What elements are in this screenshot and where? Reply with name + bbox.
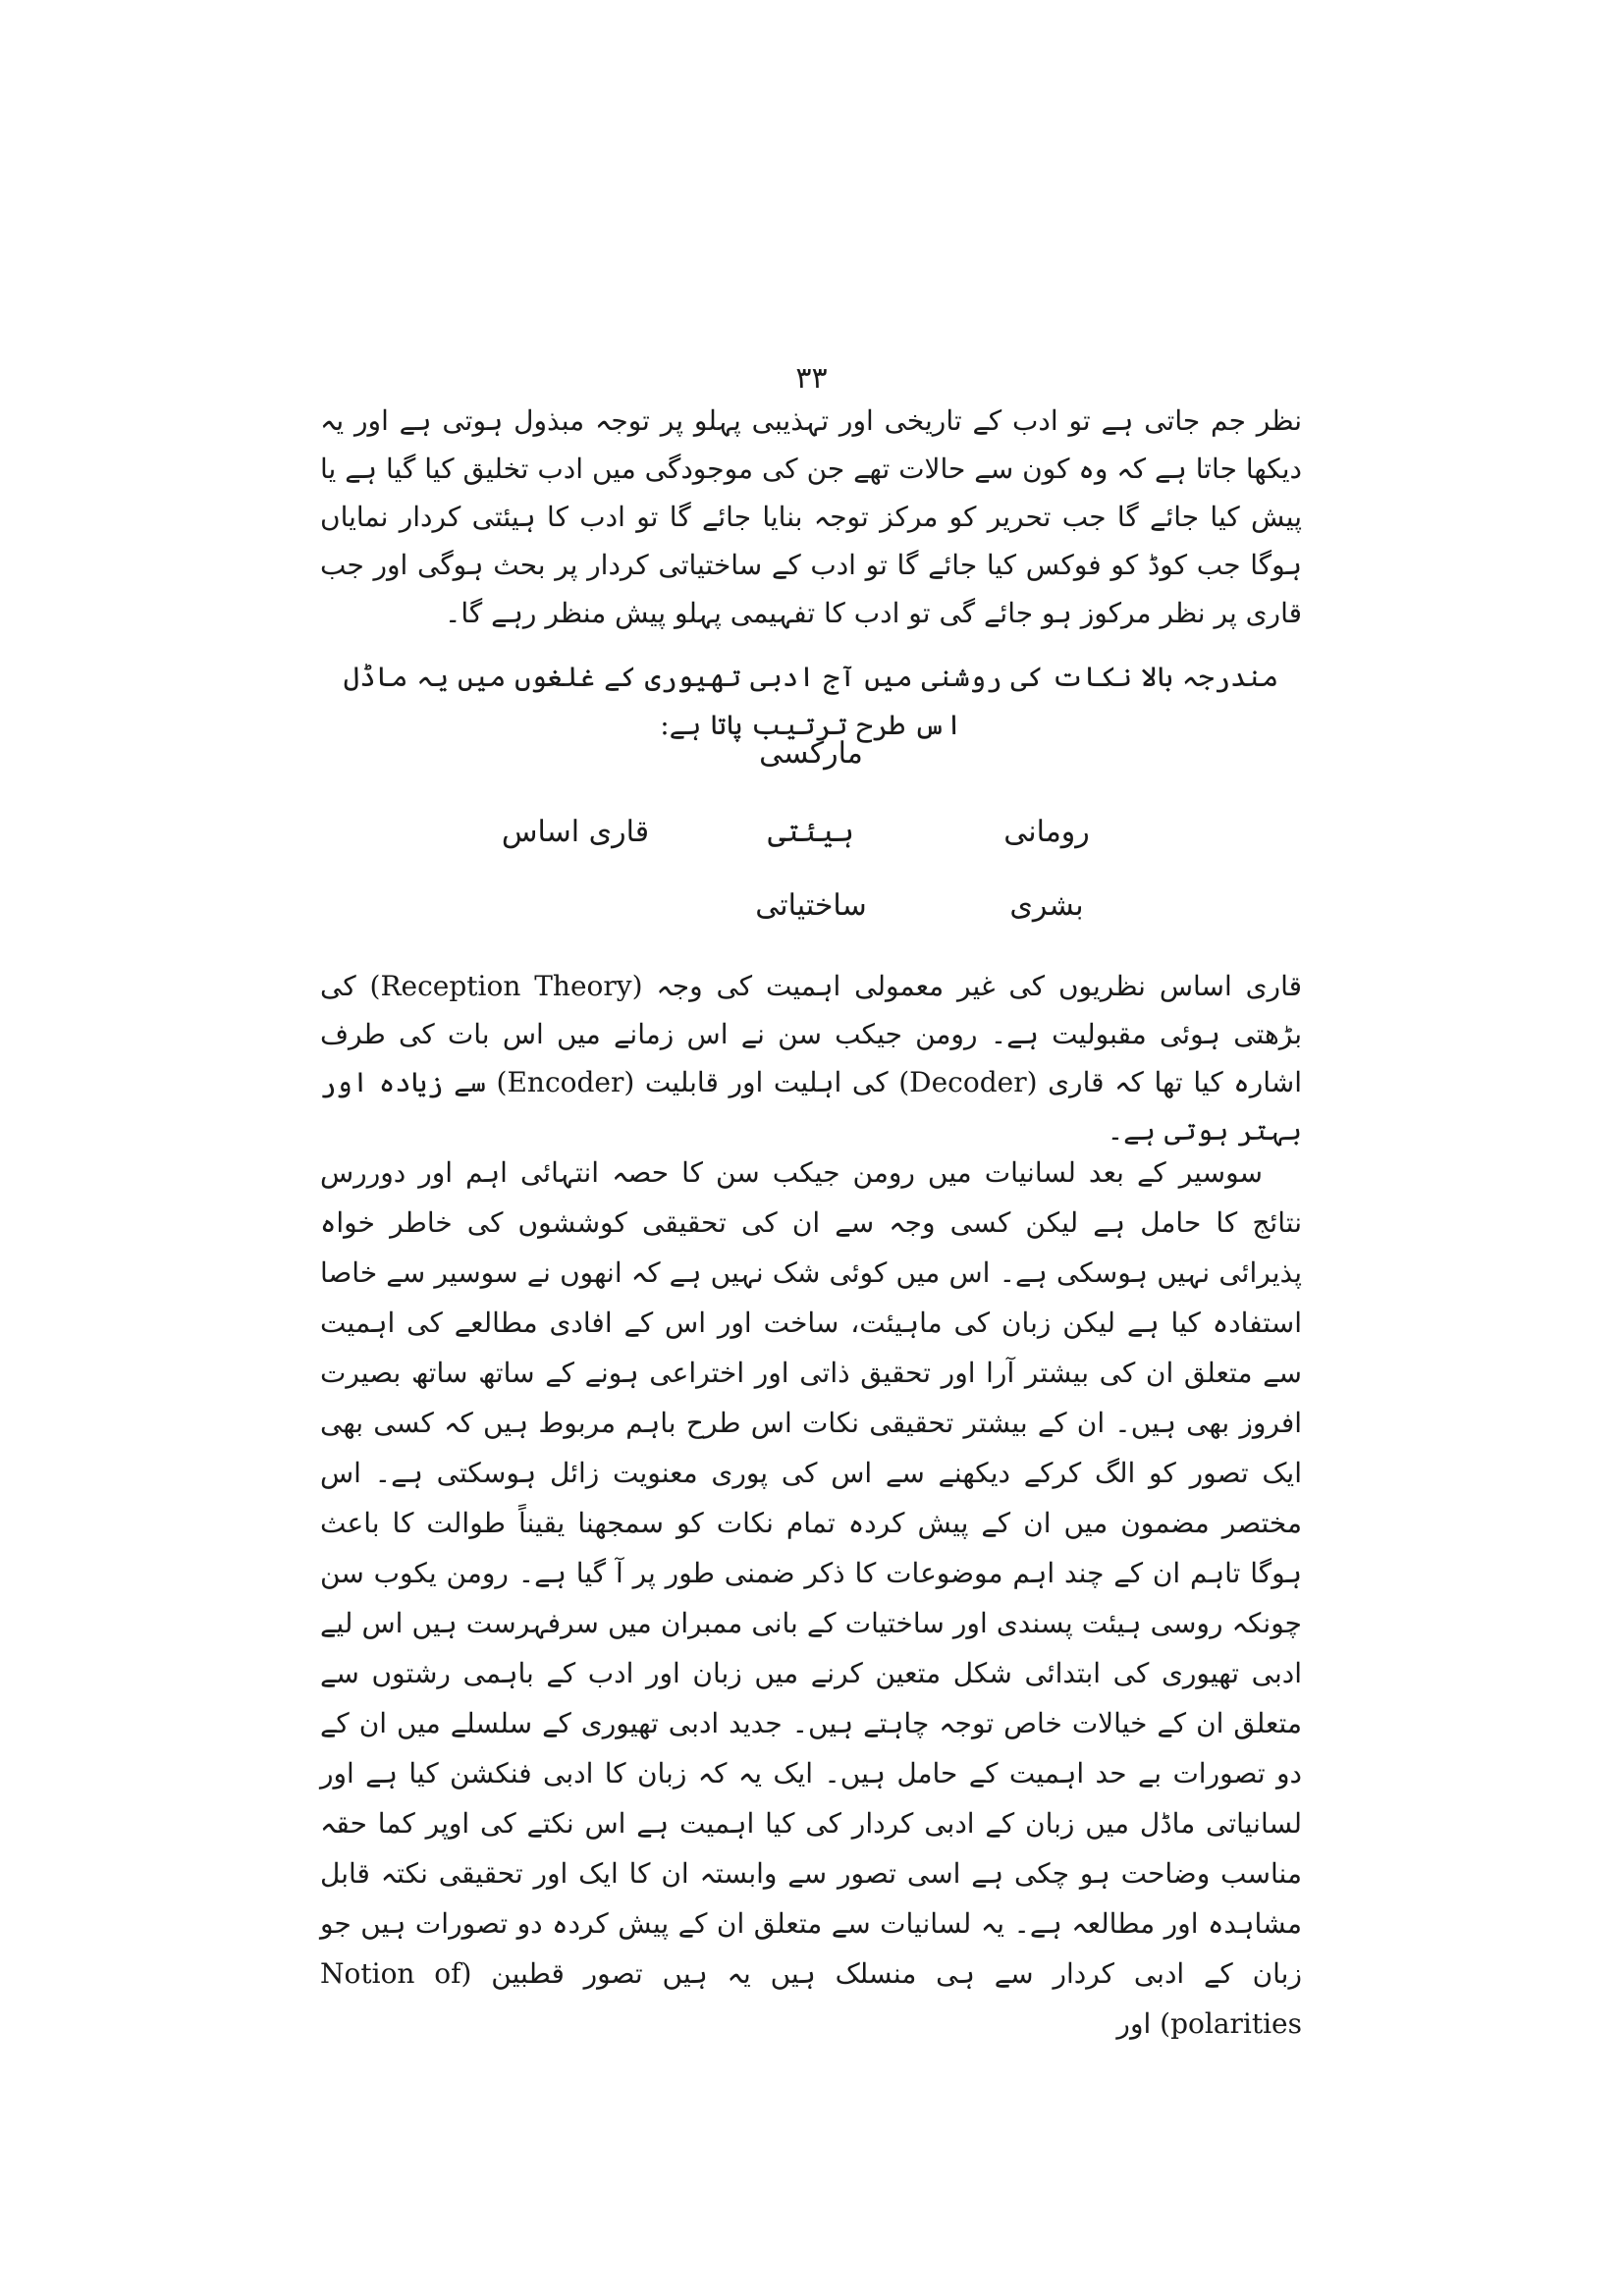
model-intro-line: مندرجہ بالا نکات کی روشنی میں آج ادبی تھیوری کے غلغوں میں یہ ماڈل اس طرح ترتیب پاتا ہے: xyxy=(343,661,1279,741)
diagram-humanist: بشری xyxy=(1009,888,1084,923)
diagram-structuralist: ساختیاتی xyxy=(755,888,867,923)
paragraph-3: سوسیر کے بعد لسانیات میں رومن جیکب سن کا حصہ انتہائی اہم اور دوررس نتائج کا حامل ہے لیکن کسی وجہ سے ان کی تحقیقی کوششوں کی خاطر خواہ پذیرائی نہیں ہوسکی ہے۔ اس میں کوئی شک نہیں ہے کہ انھوں نے سوسیر سے خاصا استفادہ کیا ہے لیکن زبان کی ماہیئت، ساخت اور اس کے افادی مطالعے کی اہمیت سے متعلق ان کی بیشتر آرا اور تحقیق ذاتی اور اختراعی ہونے کے ساتھ ساتھ بصیرت افروز بھی ہیں۔ ان کے بیشتر تحقیقی نکات اس طرح باہم مربوط ہیں کہ کسی بھی ایک تصور کو الگ کرکے دیکھنے سے اس کی پوری معنویت زائل ہوسکتی ہے۔ اس مختصر مضمون میں ان کے پیش کردہ تمام نکات کو سمجھنا یقیناً طوالت کا باعث ہوگا تاہم ان کے چند اہم موضوعات کا ذکر ضمنی طور پر آ گیا ہے۔ رومن یکوب سن چونکہ روسی ہیئت پسندی اور ساختیات کے بانی ممبران میں سرفہرست ہیں اس لیے ادبی تھیوری کی ابتدائی شکل متعین کرنے میں زبان اور ادب کے باہمی رشتوں سے متعلق ان کے خیالات خاص توجہ چاہتے ہیں۔ جدید ادبی تھیوری کے سلسلے میں ان کے دو تصورات بے حد اہمیت کے حامل ہیں۔ ایک یہ کہ زبان کا ادبی فنکشن کیا ہے اور لسانیاتی ماڈل میں زبان کے ادبی کردار کی کیا اہمیت ہے اس نکتے کی اوپر کما حقہ مناسب وضاحت ہو چکی ہے اسی تصور سے وابستہ ان کا ایک اور تحقیقی نکتہ قابل مشاہدہ اور مطالعہ ہے۔ یہ لسانیات سے متعلق ان کے پیش کردہ دو تصورات ہیں جو زبان کے ادبی کردار سے ہی منسلک ہیں یہ ہیں تصور قطبین (Notion of polarities) اور xyxy=(320,1156,1303,2040)
diagram-romantic: رومانی xyxy=(1003,815,1090,849)
paragraph-2-block xyxy=(320,962,1302,1154)
paragraph-1-block xyxy=(320,397,1302,637)
paragraph-3-block xyxy=(320,1148,1302,2049)
paragraph-2: قاری اساس نظریوں کی غیر معمولی اہمیت کی وجہ (Reception Theory) کی بڑھتی ہوئی مقبولیت ہے۔ رومن جیکب سن نے اس زمانے میں اس بات کی طرف اشارہ کیا تھا کہ قاری (Decoder) کی اہلیت اور قابلیت (Encoder) سے زیادہ اور بہتر ہوتی ہے۔ xyxy=(320,970,1302,1147)
diagram-formalist: ہیئتی xyxy=(768,815,854,849)
intro-block xyxy=(320,653,1302,749)
diagram-marxist: مارکسی xyxy=(759,736,863,771)
paragraph-1: نظر جم جاتی ہے تو ادب کے تاریخی اور تہذیبی پہلو پر توجہ مبذول ہوتی ہے اور یہ دیکھا جاتا ہے کہ وہ کون سے حالات تھے جن کی موجودگی میں ادب تخلیق کیا گیا ہے یا پیش کیا جائے گا جب تحریر کو مرکز توجہ بنایا جائے گا تو ادب کا ہیئتی کردار نمایاں ہوگا جب کوڈ کو فوکس کیا جائے گا تو ادب کے ساختیاتی کردار پر بحث ہوگی اور جب قاری پر نظر مرکوز ہو جائے گی تو ادب کا تفہیمی پہلو پیش منظر رہے گا۔ xyxy=(320,404,1302,629)
theory-model-diagram xyxy=(320,736,1302,952)
diagram-reader-oriented: قاری اساس xyxy=(501,815,650,849)
page-number: ۳۳ xyxy=(795,361,828,396)
